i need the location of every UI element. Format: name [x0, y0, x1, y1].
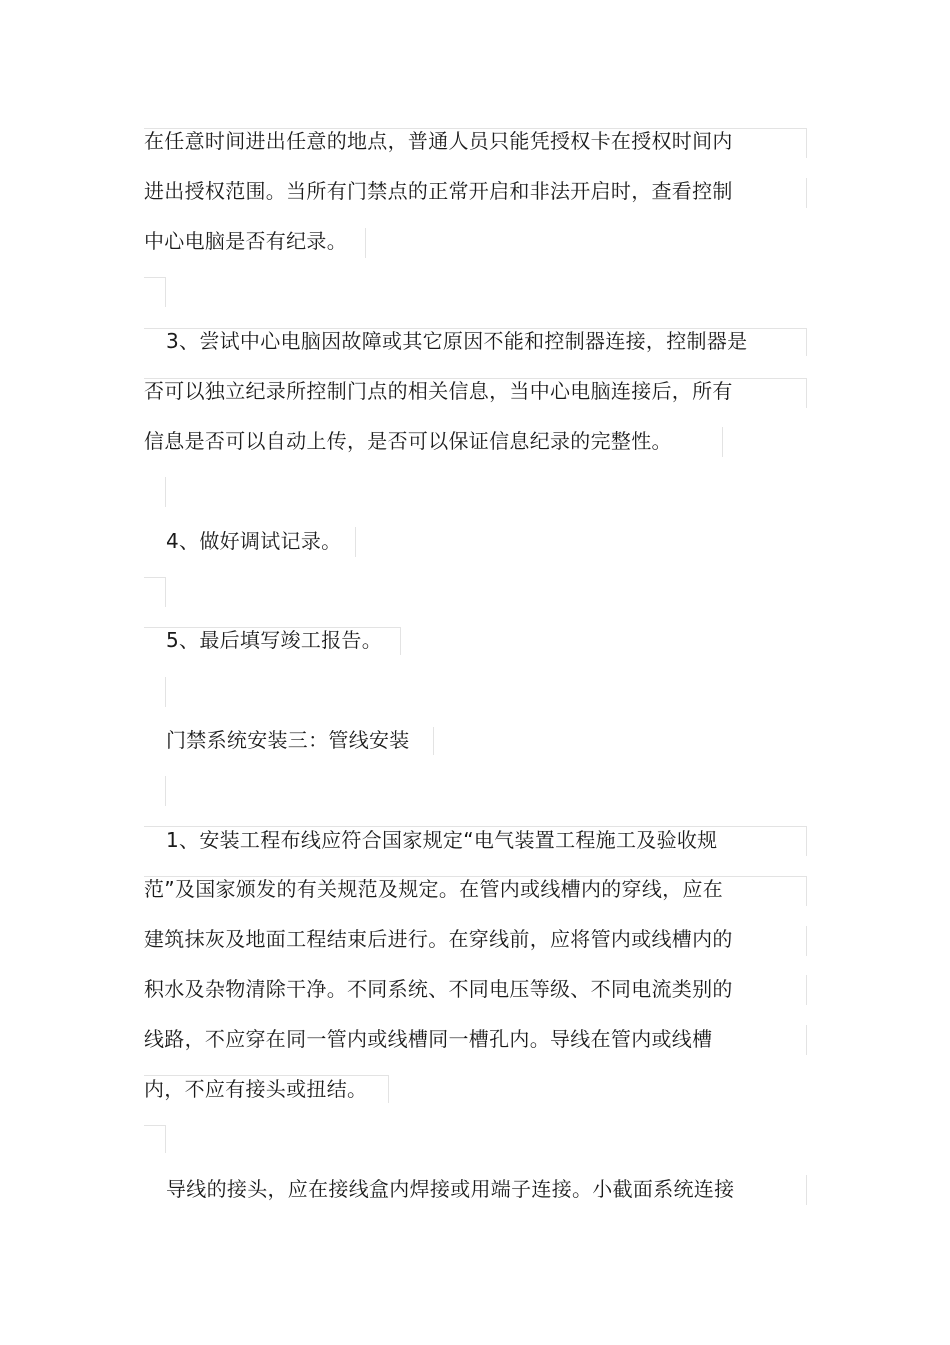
cell-rule [144, 277, 165, 278]
body-line: 进出授权范围。当所有门禁点的正常开启和非法开启时，查看控制 [144, 179, 733, 203]
cell-rule [433, 727, 434, 755]
body-line: 范”及国家颁发的有关规范及规定。在管内或线槽内的穿线，应在 [144, 877, 724, 901]
cell-rule [165, 277, 166, 307]
cell-rule [806, 1175, 807, 1205]
numbered-item-4: 4、做好调试记录。 [166, 529, 342, 553]
cell-rule [806, 328, 807, 356]
cell-rule [388, 1075, 389, 1103]
cell-rule [165, 1125, 166, 1153]
body-line: 建筑抹灰及地面工程结束后进行。在穿线前，应将管内或线槽内的 [144, 927, 733, 951]
cell-rule [365, 228, 366, 258]
cell-rule [806, 975, 807, 1005]
cell-rule [806, 378, 807, 408]
cell-rule [165, 677, 166, 707]
cell-rule [144, 1125, 165, 1126]
cell-rule [806, 1025, 807, 1055]
body-line: 在任意时间进出任意的地点，普通人员只能凭授权卡在授权时间内 [144, 129, 733, 153]
paragraph-start: 导线的接头，应在接线盒内焊接或用端子连接。小截面系统连接 [166, 1177, 735, 1201]
body-line: 积水及杂物清除干净。不同系统、不同电压等级、不同电流类别的 [144, 977, 733, 1001]
cell-rule [400, 627, 401, 655]
cell-rule [806, 128, 807, 158]
cell-rule [165, 577, 166, 607]
cell-rule [144, 577, 165, 578]
cell-rule [355, 527, 356, 557]
body-line: 内，不应有接头或扭结。 [144, 1077, 368, 1101]
cell-rule [722, 427, 723, 457]
body-line: 中心电脑是否有纪录。 [144, 229, 347, 253]
cell-rule [806, 926, 807, 956]
body-line: 否可以独立纪录所控制门点的相关信息，当中心电脑连接后，所有 [144, 379, 733, 403]
cell-rule [806, 826, 807, 856]
numbered-item-1: 1、安装工程布线应符合国家规定“电气装置工程施工及验收规 [166, 828, 718, 852]
body-line: 信息是否可以自动上传，是否可以保证信息纪录的完整性。 [144, 429, 672, 453]
cell-rule [165, 477, 166, 507]
numbered-item-5: 5、最后填写竣工报告。 [166, 628, 383, 652]
cell-rule [806, 876, 807, 906]
cell-rule [806, 178, 807, 208]
cell-rule [165, 776, 166, 806]
body-line: 线路，不应穿在同一管内或线槽同一槽孔内。导线在管内或线槽 [144, 1027, 713, 1051]
numbered-item-3: 3、尝试中心电脑因故障或其它原因不能和控制器连接，控制器是 [166, 329, 748, 353]
section-heading: 门禁系统安装三：管线安装 [166, 728, 410, 752]
